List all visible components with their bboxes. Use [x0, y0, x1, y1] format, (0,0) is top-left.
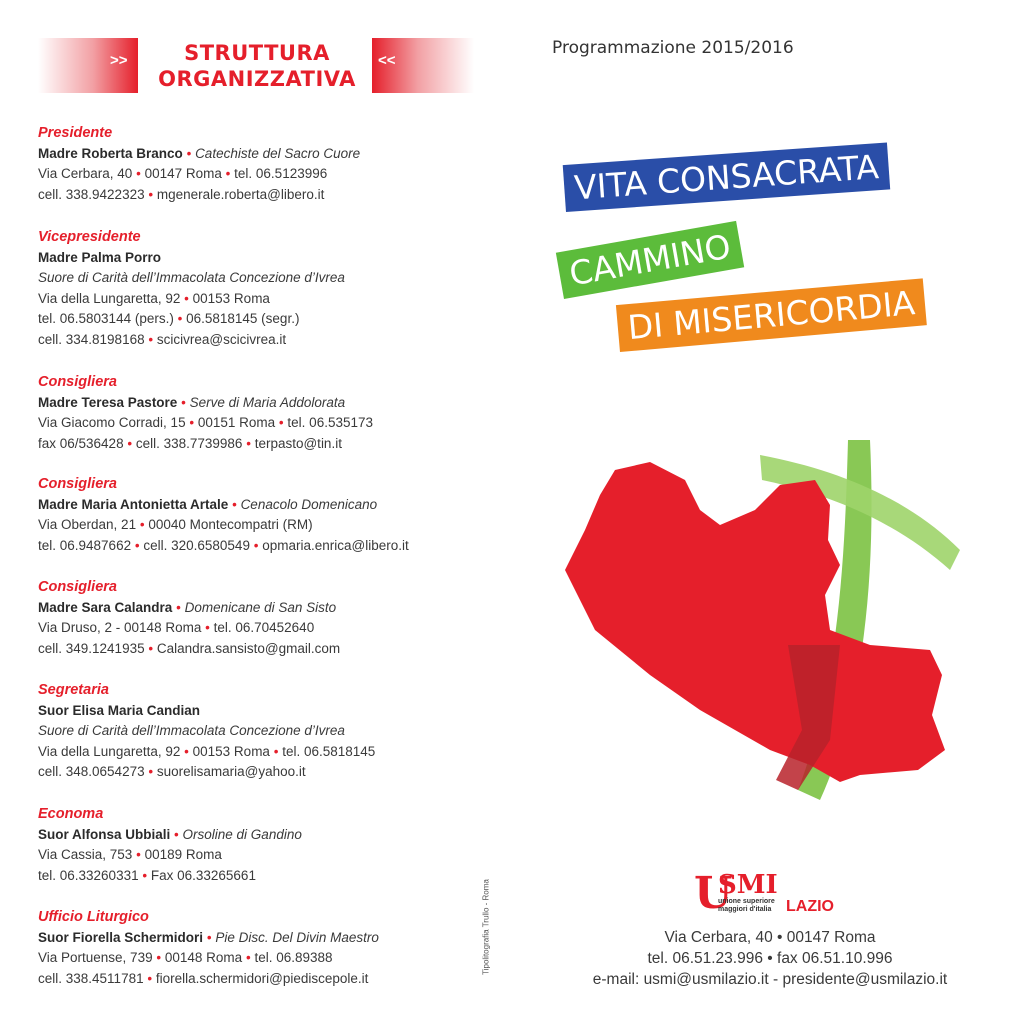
- member-name: Suor Elisa Maria Candian: [38, 702, 201, 718]
- member-block: Segretaria Suor Elisa Maria Candian Suore di Carità dell’Immacolata Concezione d’Ivrea Via della Lungaretta, 92 • 00153 Roma • tel. 06.5818145 cell. 348.0654273 • suorelisamaria@yahoo.it: [38, 682, 376, 779]
- member-block: Consigliera Madre Teresa Pastore • Serve di Maria Addolorata Via Giacomo Corradi, 15 • 00151 Roma • tel. 06.535173 fax 06/536428 • cell. 338.7739986 • terpasto@tin.it: [38, 374, 373, 451]
- member-name: Madre Sara Calandra: [38, 599, 173, 615]
- logo-subtitle: unione superiore maggiori d'italia: [718, 898, 775, 913]
- member-role: Consigliera: [38, 374, 117, 390]
- member-email[interactable]: mgenerale.roberta@libero.it: [156, 186, 325, 202]
- member-name: Madre Teresa Pastore: [38, 394, 178, 410]
- member-congregation: Catechiste del Sacro Cuore: [195, 145, 361, 161]
- member-block: Consigliera Madre Sara Calandra • Domenicane di San Sisto Via Druso, 2 - 00148 Roma • tel. 06.70452640 cell. 349.1241935 • Calandra.sansisto@gmail.com: [38, 579, 341, 656]
- member-email[interactable]: opmaria.enrica@libero.it: [262, 537, 409, 553]
- title-strip-vita: VITA CONSACRATA: [563, 142, 891, 212]
- contact-phone: tel. 06.51.23.996 • fax 06.51.10.996: [647, 950, 893, 967]
- member-name: Suor Fiorella Schermidori: [38, 929, 204, 945]
- member-congregation: Serve di Maria Addolorata: [189, 394, 346, 410]
- member-role: Segretaria: [38, 682, 109, 698]
- member-email[interactable]: scicivrea@scicivrea.it: [156, 331, 287, 347]
- member-email[interactable]: terpasto@tin.it: [254, 435, 342, 451]
- contact-email[interactable]: e-mail: usmi@usmilazio.it - presidente@usmilazio.it: [592, 971, 948, 988]
- usmi-logo: [694, 868, 854, 922]
- logo-letter-u: U: [694, 868, 733, 919]
- member-role: Presidente: [38, 125, 113, 141]
- printer-credit: Tipolitografia Trullo - Roma: [481, 879, 491, 975]
- member-email[interactable]: suorelisamaria@yahoo.it: [156, 764, 306, 779]
- arrow-left-icon: <<: [378, 52, 396, 69]
- left-panel: [38, 0, 488, 1024]
- programme-year: Programmazione 2015/2016: [552, 38, 794, 58]
- cover-panel: [520, 0, 1024, 1024]
- section-title: STRUTTURA ORGANIZZATIVA: [158, 41, 356, 91]
- arrow-right-icon: >>: [110, 52, 128, 69]
- title-strip-cammino: CAMMINO: [556, 221, 744, 299]
- logo-region: LAZIO: [786, 898, 834, 915]
- member-block: Economa Suor Alfonsa Ubbiali • Orsoline di Gandino Via Cassia, 753 • 00189 Roma tel. 06.33260331 • Fax 06.33265661: [38, 806, 302, 883]
- lazio-cross-emblem: [540, 430, 970, 810]
- member-role: Economa: [38, 806, 104, 822]
- title-strip-misericordia: DI MISERICORDIA: [616, 278, 927, 352]
- member-congregation: Suore di Carità dell’Immacolata Concezione d’Ivrea: [38, 723, 345, 738]
- member-role: Vicepresidente: [38, 229, 141, 245]
- member-name: Madre Roberta Branco: [38, 145, 183, 161]
- member-role: Ufficio Liturgico: [38, 909, 149, 925]
- member-congregation: Suore di Carità dell’Immacolata Concezione d’Ivrea: [38, 270, 345, 285]
- organization-contacts: [540, 927, 1000, 990]
- member-congregation: Orsoline di Gandino: [182, 826, 302, 842]
- member-block: Consigliera Madre Maria Antonietta Artale • Cenacolo Domenicano Via Oberdan, 21 • 00040 Montecompatri (RM) tel. 06.9487662 • cell. 320.6580549 • opmaria.enrica@libero.it: [38, 476, 409, 553]
- contact-address: Via Cerbara, 40 • 00147 Roma: [664, 929, 876, 946]
- member-block: Ufficio Liturgico Suor Fiorella Schermidori • Pie Disc. Del Divin Maestro Via Portuense, 739 • 00148 Roma • tel. 06.89388 cell. 338.4511781 • fiorella.schermidori@piediscepole.it: [38, 909, 379, 986]
- section-banner: [38, 38, 474, 104]
- member-role: Consigliera: [38, 476, 117, 492]
- member-email[interactable]: fiorella.schermidori@piediscepole.it: [155, 970, 369, 986]
- member-congregation: Cenacolo Domenicano: [240, 496, 378, 512]
- member-email[interactable]: Calandra.sansisto@gmail.com: [156, 640, 341, 656]
- logo-letters-smi: SMI: [718, 870, 778, 900]
- member-block: Presidente Madre Roberta Branco • Catechiste del Sacro Cuore Via Cerbara, 40 • 00147 Roma • tel. 06.5123996 cell. 338.9422323 • mgenerale.roberta@libero.it: [38, 125, 361, 202]
- member-block: Vicepresidente Madre Palma Porro Suore di Carità dell’Immacolata Concezione d’Ivrea Via della Lungaretta, 92 • 00153 Roma tel. 06.5803144 (pers.) • 06.5818145 (segr.) cell. 334.8198168 • scicivrea@scicivrea.it: [38, 229, 345, 347]
- member-congregation: Pie Disc. Del Divin Maestro: [215, 929, 379, 945]
- member-name: Madre Maria Antonietta Artale: [38, 496, 229, 512]
- member-name: Madre Palma Porro: [38, 249, 162, 265]
- member-role: Consigliera: [38, 579, 117, 595]
- member-congregation: Domenicane di San Sisto: [184, 599, 337, 615]
- member-name: Suor Alfonsa Ubbiali: [38, 826, 171, 842]
